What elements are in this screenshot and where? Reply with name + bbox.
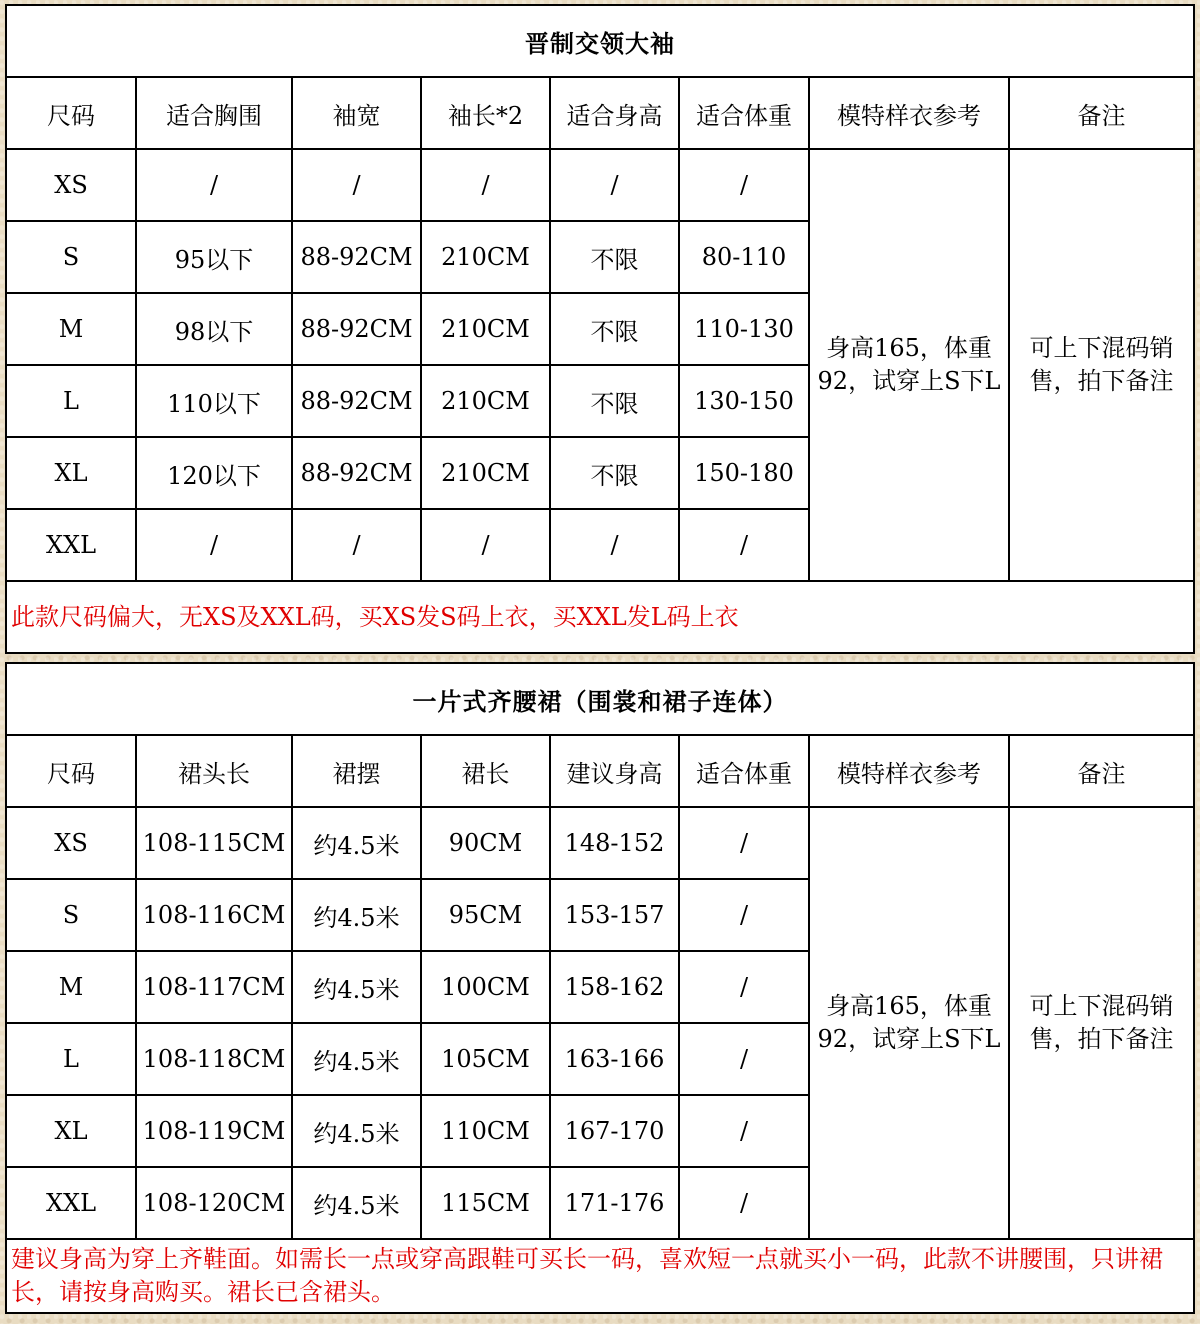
cell-bust: 120以下 [136,437,292,509]
cell-weight: / [679,807,809,879]
cell-suggested-height: 153-157 [550,879,679,951]
cell-skirt-length: 90CM [421,807,550,879]
cell-weight: / [679,1167,809,1239]
skirt-size-table [5,662,1195,1314]
cell-suggested-height: 158-162 [550,951,679,1023]
cell-height: 不限 [550,221,679,293]
cell-suggested-height: 148-152 [550,807,679,879]
header-size: 尺码 [6,735,136,807]
cell-weight: 150-180 [679,437,809,509]
cell-size: L [6,365,136,437]
header-sleeve-width: 袖宽 [292,77,421,149]
cell-height: / [550,149,679,221]
cell-size: XXL [6,1167,136,1239]
cell-sleeve-length: / [421,149,550,221]
cell-weight: 110-130 [679,293,809,365]
cell-weight: / [679,1095,809,1167]
header-size: 尺码 [6,77,136,149]
cell-weight: / [679,1023,809,1095]
cell-sleeve-length: 210CM [421,365,550,437]
header-height: 适合身高 [550,77,679,149]
header-weight: 适合体重 [679,735,809,807]
cell-height: / [550,509,679,581]
header-hem: 裙摆 [292,735,421,807]
cell-bust: 110以下 [136,365,292,437]
model-reference-cell: 身高165，体重92，试穿上S下L [809,807,1009,1239]
cell-hem: 约4.5米 [292,1167,421,1239]
cell-size: XL [6,1095,136,1167]
cell-size: XS [6,149,136,221]
header-sleeve-length: 袖长*2 [421,77,550,149]
cell-sleeve-length: 210CM [421,437,550,509]
cell-size: L [6,1023,136,1095]
header-waistband-length: 裙头长 [136,735,292,807]
cell-size: M [6,951,136,1023]
header-model-ref: 模特样衣参考 [809,735,1009,807]
cell-size: XXL [6,509,136,581]
header-model-ref: 模特样衣参考 [809,77,1009,149]
cell-sleeve-width: 88-92CM [292,437,421,509]
cell-sleeve-width: / [292,509,421,581]
top-size-note: 此款尺码偏大，无XS及XXL码，买XS发S码上衣，买XXL发L码上衣 [6,581,1194,653]
cell-skirt-length: 115CM [421,1167,550,1239]
cell-sleeve-length: 210CM [421,293,550,365]
cell-size: XL [6,437,136,509]
cell-weight: / [679,951,809,1023]
table-row [6,149,1194,221]
cell-hem: 约4.5米 [292,807,421,879]
cell-size: XS [6,807,136,879]
cell-sleeve-width: 88-92CM [292,221,421,293]
cell-sleeve-length: 210CM [421,221,550,293]
cell-waistband-length: 108-115CM [136,807,292,879]
cell-bust: / [136,149,292,221]
cell-weight: 130-150 [679,365,809,437]
cell-waistband-length: 108-119CM [136,1095,292,1167]
cell-height: 不限 [550,365,679,437]
cell-skirt-length: 105CM [421,1023,550,1095]
remark-cell: 可上下混码销售，拍下备注 [1009,149,1194,581]
cell-sleeve-width: 88-92CM [292,365,421,437]
cell-hem: 约4.5米 [292,951,421,1023]
skirt-table-title: 一片式齐腰裙（围裳和裙子连体） [6,663,1194,735]
cell-weight: / [679,509,809,581]
table-row [6,807,1194,879]
cell-hem: 约4.5米 [292,879,421,951]
cell-suggested-height: 171-176 [550,1167,679,1239]
cell-waistband-length: 108-118CM [136,1023,292,1095]
cell-bust: / [136,509,292,581]
header-weight: 适合体重 [679,77,809,149]
top-size-table [5,4,1195,654]
cell-bust: 98以下 [136,293,292,365]
cell-suggested-height: 167-170 [550,1095,679,1167]
cell-height: 不限 [550,293,679,365]
cell-suggested-height: 163-166 [550,1023,679,1095]
header-skirt-length: 裙长 [421,735,550,807]
cell-weight: 80-110 [679,221,809,293]
cell-hem: 约4.5米 [292,1095,421,1167]
skirt-size-note: 建议身高为穿上齐鞋面。如需长一点或穿高跟鞋可买长一码，喜欢短一点就买小一码，此款不讲腰围，只讲裙长，请按身高购买。裙长已含裙头。 [6,1239,1194,1313]
cell-sleeve-width: / [292,149,421,221]
cell-weight: / [679,879,809,951]
cell-height: 不限 [550,437,679,509]
cell-skirt-length: 110CM [421,1095,550,1167]
cell-size: S [6,879,136,951]
remark-cell: 可上下混码销售，拍下备注 [1009,807,1194,1239]
cell-sleeve-length: / [421,509,550,581]
cell-waistband-length: 108-116CM [136,879,292,951]
cell-weight: / [679,149,809,221]
cell-size: M [6,293,136,365]
header-bust: 适合胸围 [136,77,292,149]
cell-size: S [6,221,136,293]
cell-bust: 95以下 [136,221,292,293]
header-remark: 备注 [1009,735,1194,807]
header-remark: 备注 [1009,77,1194,149]
cell-hem: 约4.5米 [292,1023,421,1095]
model-reference-cell: 身高165，体重92，试穿上S下L [809,149,1009,581]
cell-waistband-length: 108-117CM [136,951,292,1023]
top-table-title: 晋制交领大袖 [6,5,1194,77]
cell-sleeve-width: 88-92CM [292,293,421,365]
cell-waistband-length: 108-120CM [136,1167,292,1239]
header-suggested-height: 建议身高 [550,735,679,807]
cell-skirt-length: 100CM [421,951,550,1023]
cell-skirt-length: 95CM [421,879,550,951]
